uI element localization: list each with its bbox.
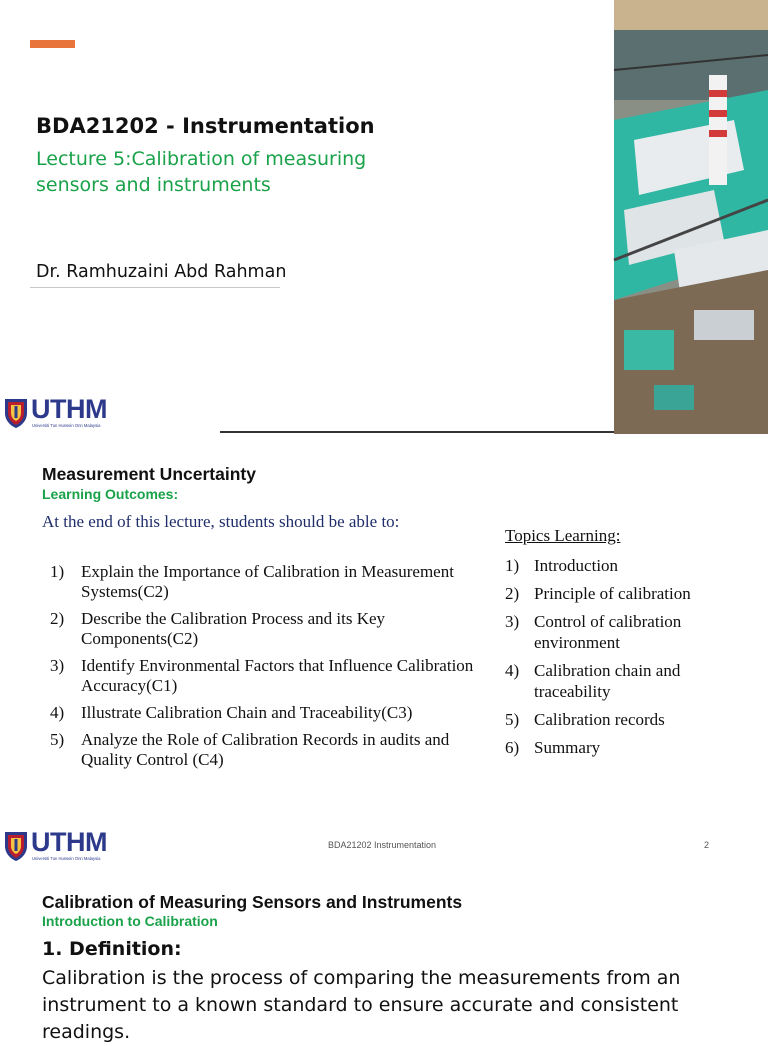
course-title: BDA21202 - Instrumentation (36, 114, 375, 138)
item-text: Calibration records (534, 710, 665, 729)
definition-body: Calibration is the process of comparing the measurements from an instrument to a known standard to ensure accurate and consistent readings. (42, 967, 681, 1043)
logo-tagline: Universiti Tun Hussein Onn Malaysia (32, 423, 101, 428)
item-text: Control of calibration environment (534, 612, 682, 652)
item-number: 2) (505, 584, 520, 603)
item-text: Introduction (534, 556, 619, 575)
industrial-plant-photo (614, 0, 768, 434)
list-item (505, 555, 735, 576)
intro-text: At the end of this lecture, students should be able to: (42, 512, 400, 531)
learning-outcomes-slide (0, 436, 768, 868)
slide-subtitle: Learning Outcomes: (42, 486, 179, 502)
item-number: 3) (50, 656, 65, 675)
title-slide (0, 0, 768, 434)
item-number: 5) (50, 730, 65, 749)
list-item (50, 562, 480, 602)
list-item (505, 660, 735, 702)
footer-course: BDA21202 Instrumentation (328, 840, 437, 850)
item-text: Explain the Importance of Calibration in Measurement Systems(C2) (81, 562, 454, 601)
learning-outcomes-list (50, 562, 480, 777)
slide-bottom-rule (220, 431, 614, 433)
slide-title: Measurement Uncertainty (42, 464, 256, 484)
list-item (50, 703, 480, 723)
list-item (505, 737, 735, 758)
item-text: Calibration chain and traceability (534, 661, 681, 701)
item-text: Summary (534, 738, 601, 757)
uthm-logo (3, 827, 121, 864)
page-number: 2 (704, 840, 710, 850)
item-number: 5) (505, 710, 520, 729)
item-text: Illustrate Calibration Chain and Traceability(C3) (81, 703, 413, 722)
logo-wordmark: UTHM (31, 827, 107, 857)
list-item (50, 656, 480, 696)
list-item (50, 730, 480, 770)
uthm-shield-icon (3, 397, 29, 429)
slide-title: Calibration of Measuring Sensors and Instruments (42, 892, 463, 912)
item-text: Principle of calibration (534, 584, 691, 603)
author-underline (30, 287, 280, 288)
definition-heading: 1. Definition: (42, 938, 182, 960)
logo-tagline: Universiti Tun Hussein Onn Malaysia (32, 856, 101, 861)
lecture-title: Lecture 5:Calibration of measuring sensors and instruments (36, 148, 367, 196)
item-number: 6) (505, 738, 520, 757)
uthm-shield-icon (3, 830, 29, 862)
item-number: 2) (50, 609, 65, 628)
author-name: Dr. Ramhuzaini Abd Rahman (36, 262, 287, 282)
list-item (505, 583, 735, 604)
introduction-slide (0, 870, 768, 1043)
item-number: 1) (505, 556, 520, 575)
logo-wordmark: UTHM (31, 394, 107, 424)
topics-heading: Topics Learning: (505, 526, 621, 545)
item-number: 1) (50, 562, 65, 581)
list-item (505, 611, 735, 653)
topics-list (505, 555, 735, 765)
item-text: Describe the Calibration Process and its Key Components(C2) (81, 609, 386, 648)
accent-bar (30, 40, 75, 48)
list-item (505, 709, 735, 730)
item-text: Identify Environmental Factors that Influence Calibration Accuracy(C1) (81, 656, 474, 695)
item-number: 3) (505, 612, 520, 631)
item-text: Analyze the Role of Calibration Records in audits and Quality Control (C4) (81, 730, 450, 769)
slide-subtitle: Introduction to Calibration (42, 913, 218, 929)
item-number: 4) (50, 703, 65, 722)
uthm-logo (3, 394, 121, 431)
list-item (50, 609, 480, 649)
item-number: 4) (505, 661, 520, 680)
